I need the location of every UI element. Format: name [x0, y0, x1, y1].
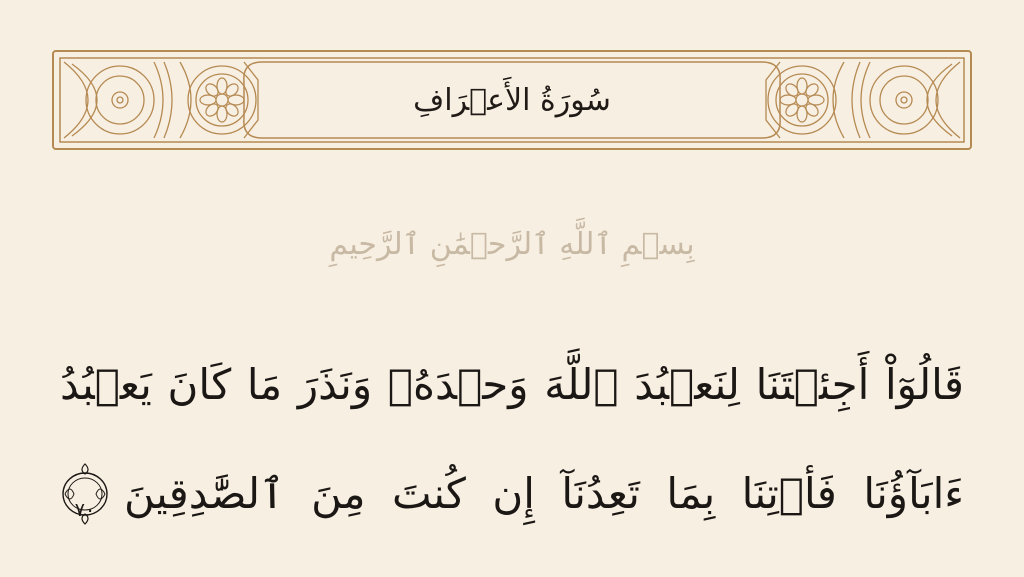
surah-title: سُورَةُ الأَعۡرَافِ [413, 82, 611, 118]
verse-line-1: قَالُوٓاْ أَجِئۡتَنَا لِنَعۡبُدَ ٱللَّهَ وَحۡدَهُۥ وَنَذَرَ مَا كَانَ يَعۡبُدُ [60, 360, 964, 409]
verse-line-2 [60, 462, 964, 526]
basmala: بِسۡمِ ٱللَّهِ ٱلرَّحۡمَٰنِ ٱلرَّحِيمِ [329, 226, 695, 262]
ayah-number: ٧٠ [74, 499, 96, 521]
ayah-marker-icon [60, 462, 110, 526]
verse-line-2-text: ءَابَآؤُنَا فَأۡتِنَا بِمَا تَعِدُنَآ إِن كُنتَ مِنَ ٱلصَّٰدِقِينَ [124, 469, 964, 518]
surah-header-frame [52, 50, 972, 150]
